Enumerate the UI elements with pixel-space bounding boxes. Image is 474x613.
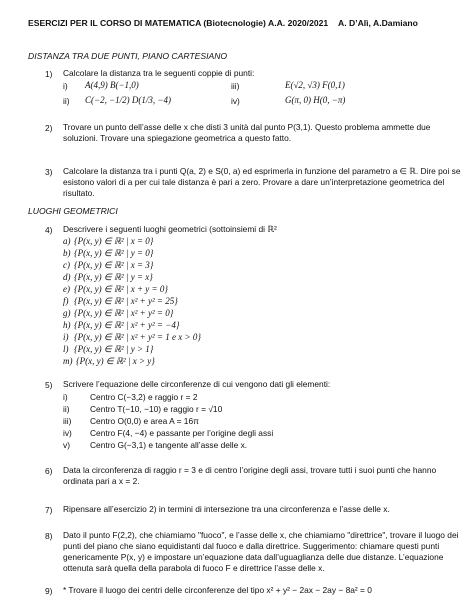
circle-data: Centro C(−3,2) e raggio r = 2 — [90, 392, 198, 402]
exercise-number: 3) — [45, 167, 53, 177]
list-item-label: h) — [63, 320, 71, 330]
circle-data: Centro G(−3,1) e tangente all’asse delle x. — [90, 440, 248, 450]
point-pair: A(4,9) B(−1,0) — [85, 80, 139, 90]
locus-expression: {P(x, y) ∈ ℝ² | x + y = 0} — [74, 284, 168, 294]
exercise-text: * Trovare il luogo dei centri delle circonferenze del tipo x² + y² − 2ax − 2ay − 8a² = 0 — [63, 585, 372, 595]
section-title-distance: DISTANZA TRA DUE PUNTI, PIANO CARTESIANO — [28, 51, 228, 61]
list-item-label: a) — [63, 236, 71, 246]
exercise-number: 1) — [45, 69, 53, 79]
exercise-text-line: ordinata pari a x = 2. — [63, 476, 140, 486]
list-item-label: b) — [63, 248, 71, 258]
exercise-number: 7) — [45, 505, 53, 515]
list-item-label: i) — [63, 332, 69, 342]
circle-data: Centro O(0,0) e area A = 16π — [90, 416, 199, 426]
list-item-label: ii) — [63, 404, 70, 414]
point-pair: G(π, 0) H(0, −π) — [285, 95, 346, 105]
locus-expression: {P(x, y) ∈ ℝ² | y > 1} — [74, 344, 154, 354]
list-item-label: i) — [63, 81, 68, 91]
exercise-text: Descrivere i seguenti luoghi geometrici (sottoinsiemi di ℝ² — [63, 224, 277, 234]
circle-data: Centro F(4, −4) e passante per l’origine degli assi — [90, 428, 274, 438]
list-item-label: e) — [63, 284, 70, 294]
locus-expression: {P(x, y) ∈ ℝ² | x > y} — [76, 356, 155, 366]
circle-data: Centro T(−10, −10) e raggio r = √10 — [90, 404, 223, 414]
locus-expression: {P(x, y) ∈ ℝ² | x² + y² = 25} — [74, 296, 178, 306]
exercise-text-line: soluzioni. Trovare una spiegazione geometrica a questo fatto. — [63, 133, 292, 143]
list-item-label: f) — [63, 296, 69, 306]
exercise-text-line: Calcolare la distanza tra i punti Q(a, 2) e S(0, a) ed esprimerla in funzione del parametro a ∈ ℝ. Dire poi se — [63, 166, 461, 176]
locus-expression: {P(x, y) ∈ ℝ² | y = 0} — [74, 248, 154, 258]
point-pair: C(−2, −1/2) D(1/3, −4) — [85, 95, 171, 105]
point-pair: E(√2, √3) F(0,1) — [285, 80, 345, 90]
exercise-number: 2) — [45, 123, 53, 133]
locus-expression: {P(x, y) ∈ ℝ² | x = 0} — [74, 236, 154, 246]
list-item-label: m) — [63, 356, 73, 366]
exercise-text-line: Data la circonferenza di raggio r = 3 e di centro l’origine degli assi, trovare tutti i suoi punti che hanno — [63, 465, 437, 475]
exercise-text-line: Dato il punto F(2,2), che chiamiamo "fuoco", e l’asse delle x, che chiamiamo "direttrice", trovare il luogo dei — [63, 530, 459, 540]
locus-expression: {P(x, y) ∈ ℝ² | x² + y² = 0} — [74, 308, 174, 318]
list-item-label: iii) — [231, 81, 240, 91]
exercise-text-line: risultato. — [63, 188, 95, 198]
exercise-text-line: Ripensare all’esercizio 2) in termini di intersezione tra una circonferenza e l’asse delle x. — [63, 504, 390, 514]
list-item-label: c) — [63, 260, 70, 270]
exercise-text-line: esistono valori di a per cui tale distanza è pari a zero. Provare a dare un’interpretazione geometrica del — [63, 177, 445, 187]
section-title-loci: LUOGHI GEOMETRICI — [28, 206, 118, 216]
locus-expression: {P(x, y) ∈ ℝ² | x² + y² = 1 e x > 0} — [74, 332, 201, 342]
exercise-text: Scrivere l’equazione delle circonferenze di cui vengono dati gli elementi: — [63, 379, 331, 389]
list-item-label: iv) — [63, 428, 72, 438]
list-item-label: iii) — [63, 416, 72, 426]
list-item-label: i) — [63, 392, 68, 402]
exercise-number: 5) — [45, 380, 53, 390]
exercise-text-line: genericamente P(x, y) e impostare un’equazione data dall’uguaglianza delle due distanze. L’equazione — [63, 552, 444, 562]
exercise-text-line: punti del piano che siano equidistanti dal fuoco e dalla direttrice. Suggerimento: chiamare questi punti — [63, 541, 440, 551]
exercise-number: 6) — [45, 466, 53, 476]
list-item-label: iv) — [231, 96, 240, 106]
exercise-number: 8) — [45, 531, 53, 541]
list-item-label: ii) — [63, 96, 70, 106]
locus-expression: {P(x, y) ∈ ℝ² | y = x} — [74, 272, 153, 282]
list-item-label: l) — [63, 344, 69, 354]
locus-expression: {P(x, y) ∈ ℝ² | x² + y² = −4} — [74, 320, 180, 330]
locus-expression: {P(x, y) ∈ ℝ² | x = 3} — [74, 260, 154, 270]
document-title: ESERCIZI PER IL CORSO DI MATEMATICA (Biotecnologie) A.A. 2020/2021 — [28, 18, 329, 28]
exercise-number: 4) — [45, 225, 53, 235]
exercise-text-line: ottenuta sarà quella della parabola di fuoco F e direttrice l’asse delle x. — [63, 563, 325, 573]
exercise-text: Calcolare la distanza tra le seguenti coppie di punti: — [63, 68, 255, 78]
exercise-text-line: Trovare un punto dell’asse delle x che disti 3 unità dal punto P(3,1). Questo problema ammette due — [63, 122, 431, 132]
list-item-label: g) — [63, 308, 71, 318]
list-item-label: v) — [63, 440, 70, 450]
exercise-number: 9) — [45, 586, 53, 596]
document-authors: A. D’Alì, A.Damiano — [338, 18, 418, 28]
list-item-label: d) — [63, 272, 71, 282]
